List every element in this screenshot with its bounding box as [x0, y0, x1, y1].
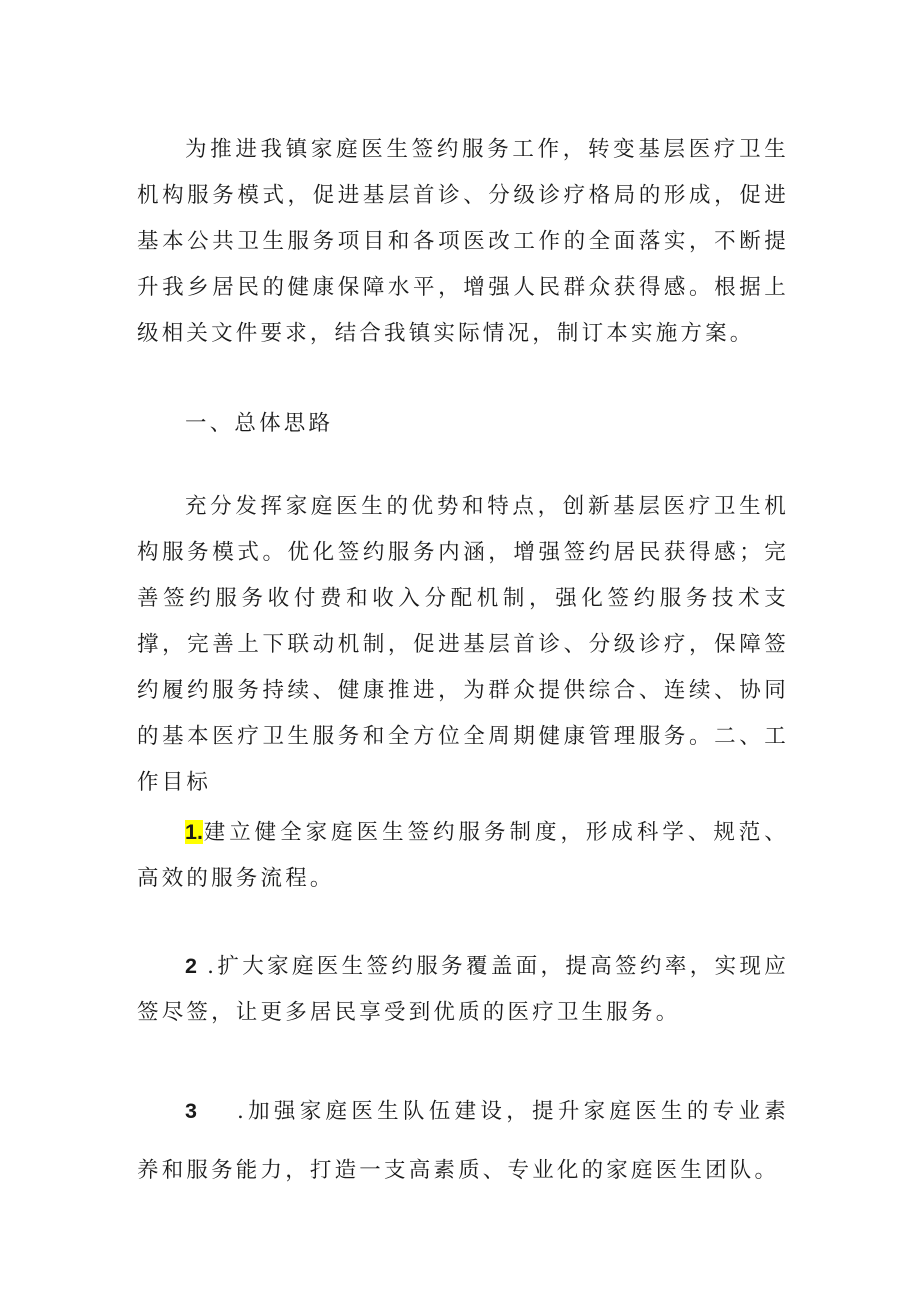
section-heading-overall-approach: 一、总体思路	[185, 411, 334, 436]
goal-item-1	[137, 809, 789, 902]
intro-paragraph: 为推进我镇家庭医生签约服务工作，转变基层医疗卫生机构服务模式，促进基层首诊、分级诊疗格局的形成，促进基本公共卫生服务项目和各项医改工作的全面落实，不断提升我乡居民的健康保障水平，增强人民群众获得感。根据上级相关文件要求，结合我镇实际情况，制订本实施方案。	[137, 137, 789, 346]
goal-number-2: 2	[185, 954, 197, 978]
overall-approach-paragraph: 充分发挥家庭医生的优势和特点，创新基层医疗卫生机构服务模式。优化签约服务内涵，增强签约居民获得感；完善签约服务收付费和收入分配机制，强化签约服务技术支撑，完善上下联动机制，促进基层首诊、分级诊疗，保障签约履约服务持续、健康推进，为群众提供综合、连续、协同的基本医疗卫生服务和全方位全周期健康管理服务。二、工作目标	[137, 494, 789, 795]
goal-item-2	[137, 943, 789, 1036]
goal-text-2: .扩大家庭医生签约服务覆盖面，提高签约率，实现应签尽签，让更多居民享受到优质的医疗卫生服务。	[137, 954, 789, 1025]
goal-text-1: 建立健全家庭医生签约服务制度，形成科学、规范、高效的服务流程。	[137, 820, 789, 891]
goal-number-1: 1.	[185, 820, 203, 844]
goal-item-3	[137, 1082, 789, 1200]
goal-number-3: 3	[185, 1099, 197, 1123]
goal-text-3: .加强家庭医生队伍建设，提升家庭医生的专业素养和服务能力，打造一支高素质、专业化的家庭医生团队。	[137, 1099, 789, 1183]
